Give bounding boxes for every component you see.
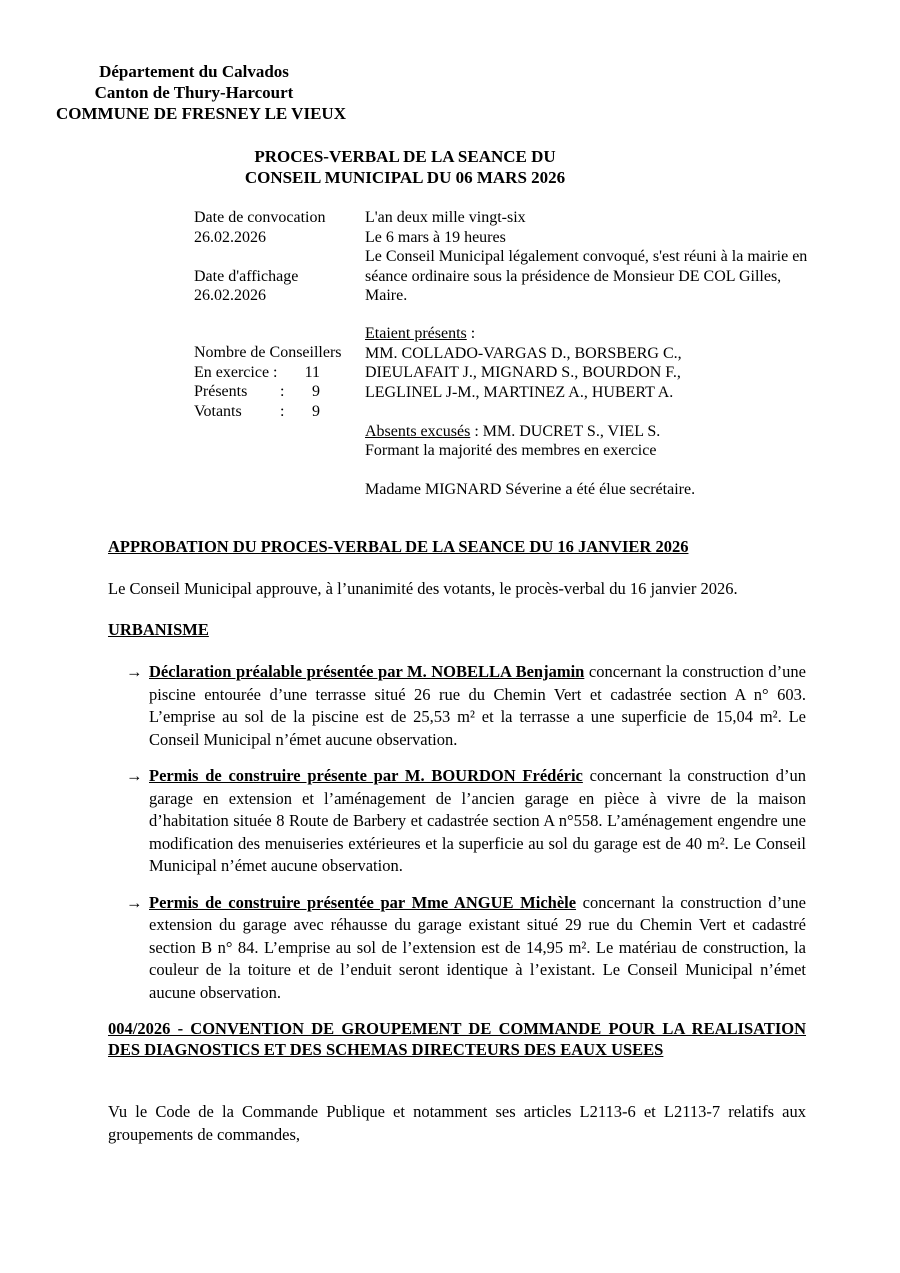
arrow-bullet-icon: →	[126, 892, 143, 912]
convocation-block	[194, 208, 364, 306]
opening-line1: L'an deux mille vingt-six	[365, 209, 526, 226]
urbanisme-item-lead: Déclaration préalable présentée par M. NOBELLA Benjamin	[149, 662, 585, 681]
count-row-presents	[194, 382, 384, 402]
urbanisme-item	[126, 661, 806, 751]
convention-paragraph: Vu le Code de la Commande Publique et notamment ses articles L2113-6 et L2113-7 relatifs aux groupements de commandes,	[108, 1102, 806, 1144]
quorum-line: Formant la majorité des membres en exercice	[365, 442, 657, 459]
attendance-block	[365, 324, 825, 500]
count-label: En exercice :	[194, 363, 278, 381]
count-value: 9	[312, 383, 320, 400]
heading-convention: 004/2026 - CONVENTION DE GROUPEMENT DE COMMANDE POUR LA REALISATION DES DIAGNOSTICS ET DES SCHEMAS DIRECTEURS DES EAUX USEES	[108, 1019, 806, 1059]
arrow-bullet-icon: →	[126, 662, 143, 681]
present-label: Etaient présents	[365, 325, 467, 342]
count-colon: :	[280, 383, 285, 400]
heading-urbanisme: URBANISME	[108, 620, 209, 639]
affichage-label: Date d'affichage	[194, 267, 299, 285]
count-value: 9	[312, 402, 320, 420]
absent-label: Absents excusés	[365, 422, 471, 440]
document-title	[108, 146, 702, 188]
document-title-line1: PROCES-VERBAL DE LA SEANCE DU	[254, 147, 556, 166]
urbanisme-item-lead: Permis de construire présente par M. BOURDON Frédéric	[149, 766, 583, 785]
count-colon: :	[280, 402, 285, 420]
convocation-label: Date de convocation	[194, 209, 326, 226]
agency-canton: Canton de Thury-Harcourt	[94, 83, 294, 102]
arrow-bullet-icon: →	[126, 766, 143, 785]
absent-names: : MM. DUCRET S., VIEL S.	[470, 422, 661, 440]
urbanisme-item-text: concernant la construction d’une extension du garage avec réhausse du garage existant situé 29 rue du Chemin Vert et cadastré section B n° 84. L’emprise au sol de l’extension est de 14,95 m². Le matériau de construction, la couleur de la toiture et de l’enduit seront identique à l’existant. Le Conseil Municipal n’émet aucune observation.	[149, 892, 806, 1002]
urbanisme-item	[126, 892, 806, 1005]
opening-recitals	[365, 208, 810, 306]
present-heading	[365, 324, 825, 344]
count-row-votants	[194, 402, 384, 422]
affichage-date: 26.02.2026	[194, 287, 266, 304]
count-label: Présents	[194, 383, 248, 400]
convocation-date: 26.02.2026	[194, 228, 266, 246]
urbanisme-item-text: concernant la construction d’un garage en extension et l’aménagement de l’ancien garage en pièce à vivre de la maison d’habitation située 8 Route de Barbery et cadastrée section A n°558. L’aménagement engendre une modification des menuiseries extérieures et la superficie au sol du garage est de 40 m². Le Conseil Municipal n’émet aucune observation.	[149, 766, 806, 875]
count-value: 11	[304, 363, 320, 381]
count-label: Votants	[194, 402, 242, 420]
present-names-line: DIEULAFAIT J., MIGNARD S., BOURDON F.,	[365, 364, 681, 381]
opening-line2: Le 6 mars à 19 heures	[365, 228, 506, 246]
urbanisme-item	[126, 765, 806, 878]
agency-department: Département du Calvados	[99, 62, 289, 81]
urbanisme-items	[126, 661, 806, 1018]
urbanisme-item-lead: Permis de construire présentée par Mme ANGUE Michèle	[149, 892, 577, 912]
present-names-line: LEGLINEL J-M., MARTINEZ A., HUBERT A.	[365, 383, 674, 401]
opening-paragraph: Le Conseil Municipal légalement convoqué, s'est réuni à la mairie en séance ordinaire sous la présidence de Monsieur DE COL Gilles, Maire.	[365, 248, 808, 304]
count-colon	[280, 363, 294, 383]
absent-line	[365, 422, 825, 442]
approbation-paragraph: Le Conseil Municipal approuve, à l’unanimité des votants, le procès-verbal du 16 janvier 2026.	[108, 579, 738, 598]
present-separator: :	[466, 325, 476, 342]
agency-commune: COMMUNE DE FRESNEY LE VIEUX	[56, 104, 346, 123]
councillor-counts	[194, 343, 384, 421]
urbanisme-item-text: concernant la construction d’une piscine entourée d’une terrasse situé 26 rue du Chemin Vert et cadastrée section A n° 603. L’emprise au sol de la piscine est de 25,53 m² et la terrasse a une superficie de 15,04 m². Le Conseil Municipal n’émet aucune observation.	[149, 662, 806, 749]
secretary-line: Madame MIGNARD Séverine a été élue secrétaire.	[365, 481, 696, 498]
agency-block	[56, 61, 346, 124]
councillor-counts-title: Nombre de Conseillers	[194, 344, 342, 361]
document-title-line2: CONSEIL MUNICIPAL DU 06 MARS 2026	[244, 168, 566, 187]
heading-approbation: APPROBATION DU PROCES-VERBAL DE LA SEANCE DU 16 JANVIER 2026	[108, 537, 689, 556]
present-names-line: MM. COLLADO-VARGAS D., BORSBERG C.,	[365, 344, 682, 362]
count-row-en-exercice	[194, 363, 384, 383]
